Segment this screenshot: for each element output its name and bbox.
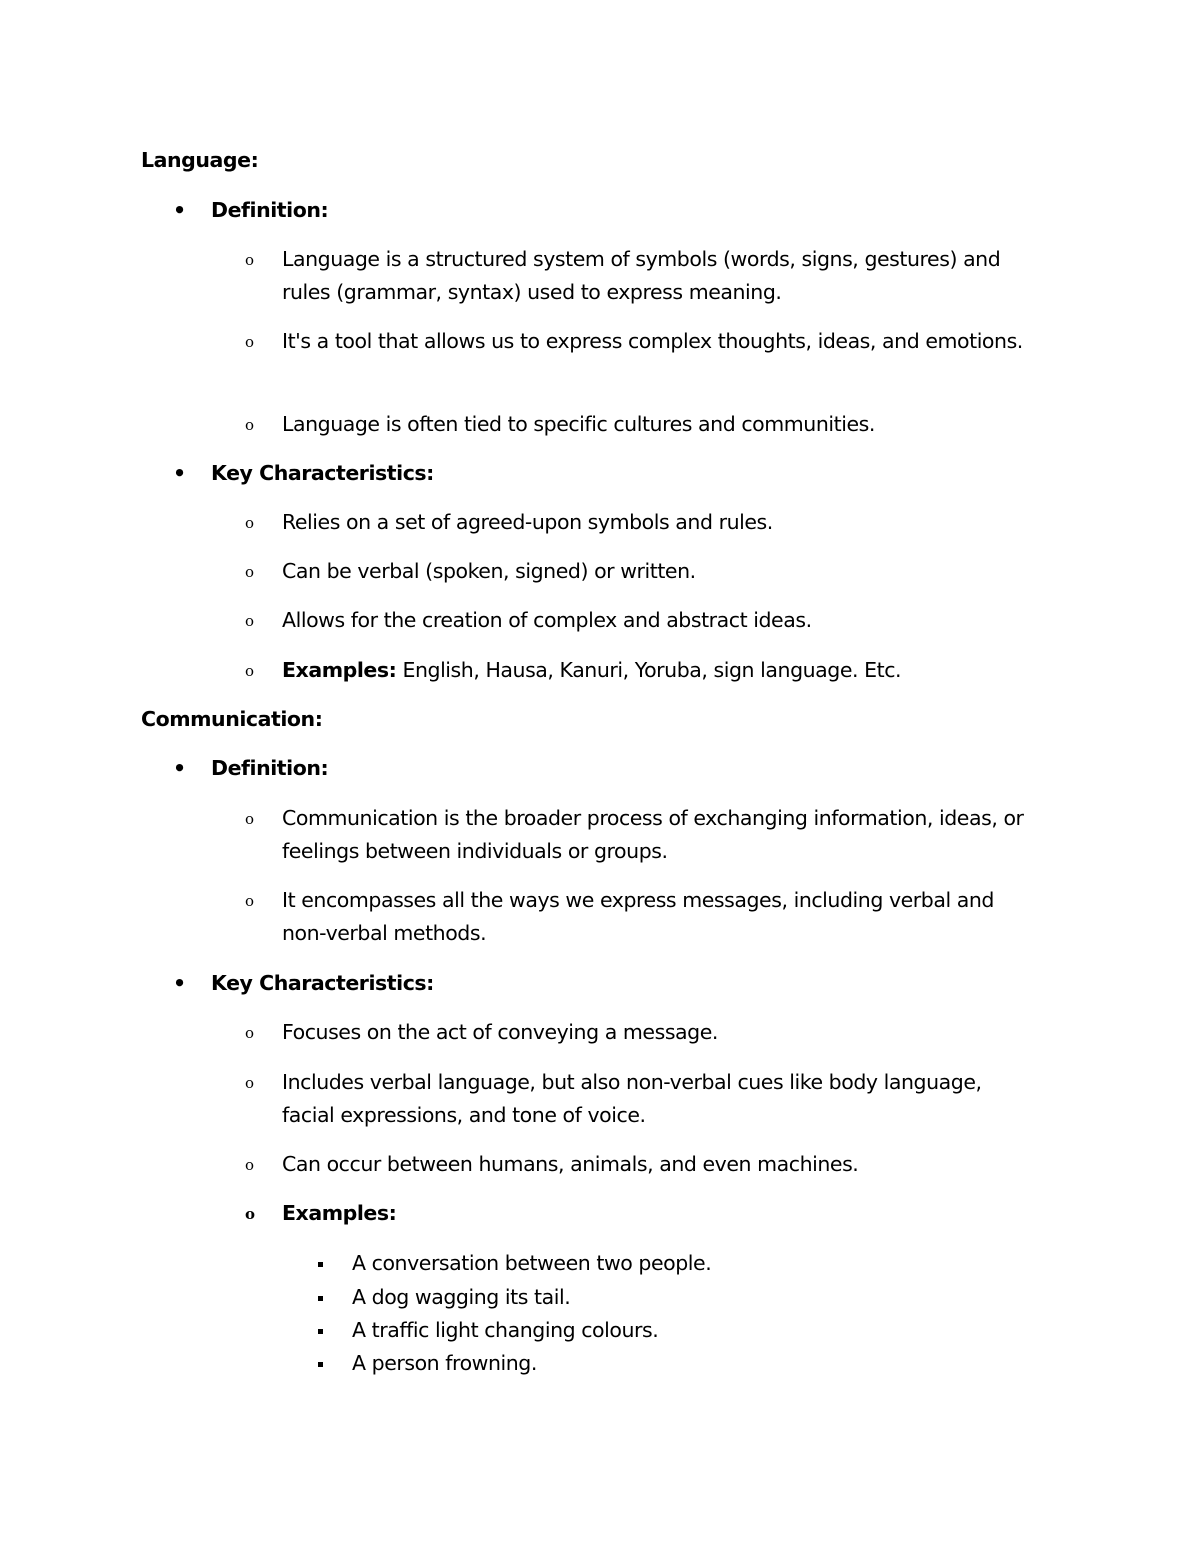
- sub-item-text: Communication is the broader process of exchanging information, ideas, or feelings between individuals or groups.: [282, 806, 1024, 863]
- bullet-label: Definition:: [211, 198, 329, 222]
- sub-item-text: Includes verbal language, but also non-verbal cues like body language, facial expressions, and tone of voice.: [282, 1070, 982, 1127]
- bullet-marker: •: [173, 756, 186, 780]
- example-item-text: A conversation between two people.: [352, 1251, 712, 1275]
- section-heading-communication: Communication:: [141, 707, 323, 731]
- bullet-label: Key Characteristics:: [211, 971, 434, 995]
- sub-item-text: It's a tool that allows us to express complex thoughts, ideas, and emotions.: [282, 329, 1023, 353]
- sub-item-text: Language is often tied to specific cultures and communities.: [282, 412, 875, 436]
- examples-list-inline: English, Hausa, Kanuri, Yoruba, sign language. Etc.: [396, 658, 902, 682]
- sub-item-text: Can be verbal (spoken, signed) or written.: [282, 559, 696, 583]
- bullet-marker: •: [173, 198, 186, 222]
- sub-marker: o: [245, 1074, 254, 1092]
- sub-marker: o: [245, 1024, 254, 1042]
- examples-label: Examples:: [282, 658, 397, 682]
- example-item-text: A person frowning.: [352, 1351, 537, 1375]
- sub-marker: o: [245, 251, 254, 269]
- square-bullet-icon: [318, 1262, 323, 1267]
- sub-item-text: Focuses on the act of conveying a message.: [282, 1020, 718, 1044]
- sub-marker: o: [245, 612, 254, 630]
- sub-marker: o: [245, 662, 254, 680]
- sub-marker: o: [245, 1205, 255, 1223]
- sub-marker: o: [245, 333, 254, 351]
- example-item-text: A dog wagging its tail.: [352, 1285, 571, 1309]
- sub-marker: o: [245, 1156, 254, 1174]
- sub-marker: o: [245, 892, 254, 910]
- sub-marker: o: [245, 514, 254, 532]
- sub-item-text: Can occur between humans, animals, and even machines.: [282, 1152, 859, 1176]
- sub-item-text: It encompasses all the ways we express messages, including verbal and non-verbal methods.: [282, 888, 994, 945]
- bullet-marker: •: [173, 461, 186, 485]
- sub-item-text: Allows for the creation of complex and abstract ideas.: [282, 608, 812, 632]
- square-bullet-icon: [318, 1362, 323, 1367]
- example-item-text: A traffic light changing colours.: [352, 1318, 659, 1342]
- examples-label: Examples:: [282, 1201, 397, 1225]
- sub-item-text: Language is a structured system of symbols (words, signs, gestures) and rules (grammar, syntax) used to express meaning.: [282, 247, 1001, 304]
- sub-marker: o: [245, 810, 254, 828]
- examples-text: [282, 1197, 1042, 1230]
- sub-marker: o: [245, 416, 254, 434]
- bullet-marker: •: [173, 971, 186, 995]
- bullet-label: Definition:: [211, 756, 329, 780]
- sub-marker: o: [245, 563, 254, 581]
- square-bullet-icon: [318, 1296, 323, 1301]
- bullet-label: Key Characteristics:: [211, 461, 434, 485]
- square-bullet-icon: [318, 1329, 323, 1334]
- section-heading-language: Language:: [141, 148, 259, 172]
- sub-item-text: Relies on a set of agreed-upon symbols and rules.: [282, 510, 773, 534]
- examples-text: [282, 654, 1042, 687]
